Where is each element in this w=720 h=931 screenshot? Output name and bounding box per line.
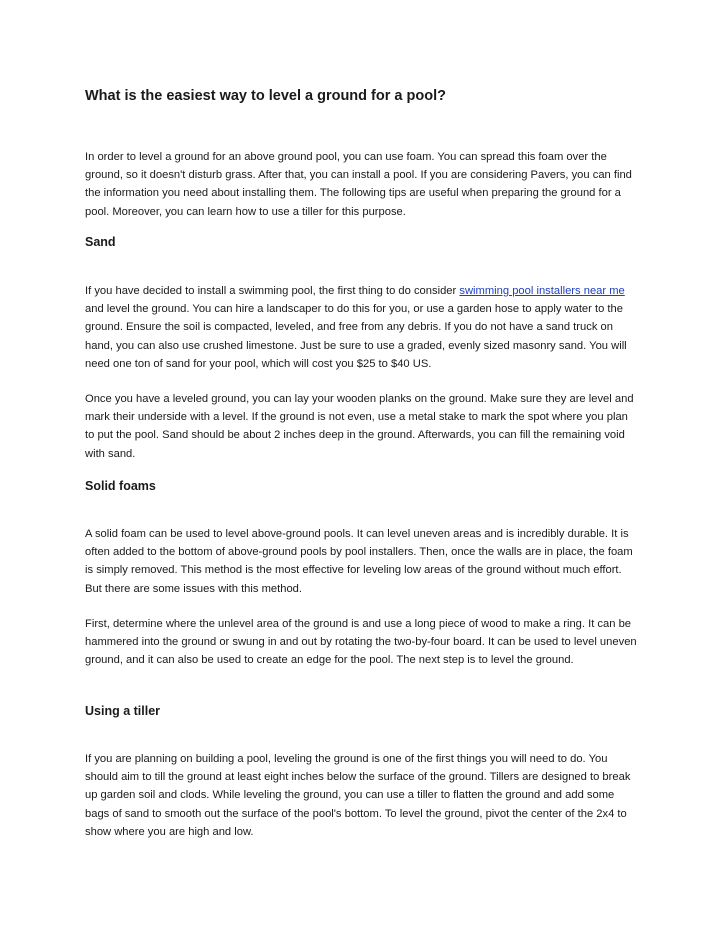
intro-paragraph: In order to level a ground for an above ground pool, you can use foam. You can spread this foam over the ground, so it doesn't disturb grass. After that, you can install a pool. If you are considering Pavers, you can find the information you need about installing them. The following tips are useful when preparing the ground for a pool. Moreover, you can learn how to use a tiller for this purpose.	[85, 151, 632, 218]
page-title: What is the easiest way to level a ground for a pool?	[85, 88, 446, 104]
foams-paragraph-2: First, determine where the unlevel area of the ground is and use a long piece of wood to make a ring. It can be hammered into the ground or swung in and out by rotating the two-by-four board. It can be used to level uneven ground, and it can also be used to create an edge for the pool. The next step is to level the ground.	[85, 618, 637, 667]
section-heading-using-a-tiller: Using a tiller	[85, 704, 161, 718]
section-heading-sand: Sand	[85, 235, 116, 249]
tiller-paragraph-1: If you are planning on building a pool, leveling the ground is one of the first things you will need to do. You should aim to till the ground at least eight inches below the surface of the ground. Tillers are designed to break up garden soil and clods. While leveling the ground, you can use a tiller to flatten the ground and add some bags of sand to smooth out the surface of the pool's bottom. To level the ground, pivot the center of the 2x4 to show where you are high and low.	[85, 753, 631, 838]
sand-paragraph-1-text-after: and level the ground. You can hire a landscaper to do this for you, or use a garden hose to apply water to the ground. Ensure the soil is compacted, leveled, and free from any debris. If you do not have a sand truck on hand, you can also use crushed limestone. Just be sure to use a graded, evenly sized masonry sand. You will need one ton of sand for your pool, which will cost you $25 to $40 US.	[85, 303, 627, 370]
swimming-pool-installers-link[interactable]: swimming pool installers near me	[459, 285, 625, 297]
sand-paragraph-1	[85, 282, 637, 373]
sand-paragraph-2: Once you have a leveled ground, you can lay your wooden planks on the ground. Make sure they are level and mark their underside with a level. If the ground is not even, use a metal stake to mark the spot where you plan to put the pool. Sand should be about 2 inches deep in the ground. Afterwards, you can fill the remaining void with sand.	[85, 393, 634, 460]
section-heading-solid-foams: Solid foams	[85, 479, 156, 493]
foams-paragraph-1: A solid foam can be used to level above-ground pools. It can level uneven areas and is incredibly durable. It is often added to the bottom of above-ground pools by pool installers. Then, once the walls are in place, the foam is simply removed. This method is the most effective for leveling low areas of the ground without much effort. But there are some issues with this method.	[85, 528, 633, 595]
sand-paragraph-1-text-before: If you have decided to install a swimming pool, the first thing to do consider	[85, 285, 460, 297]
